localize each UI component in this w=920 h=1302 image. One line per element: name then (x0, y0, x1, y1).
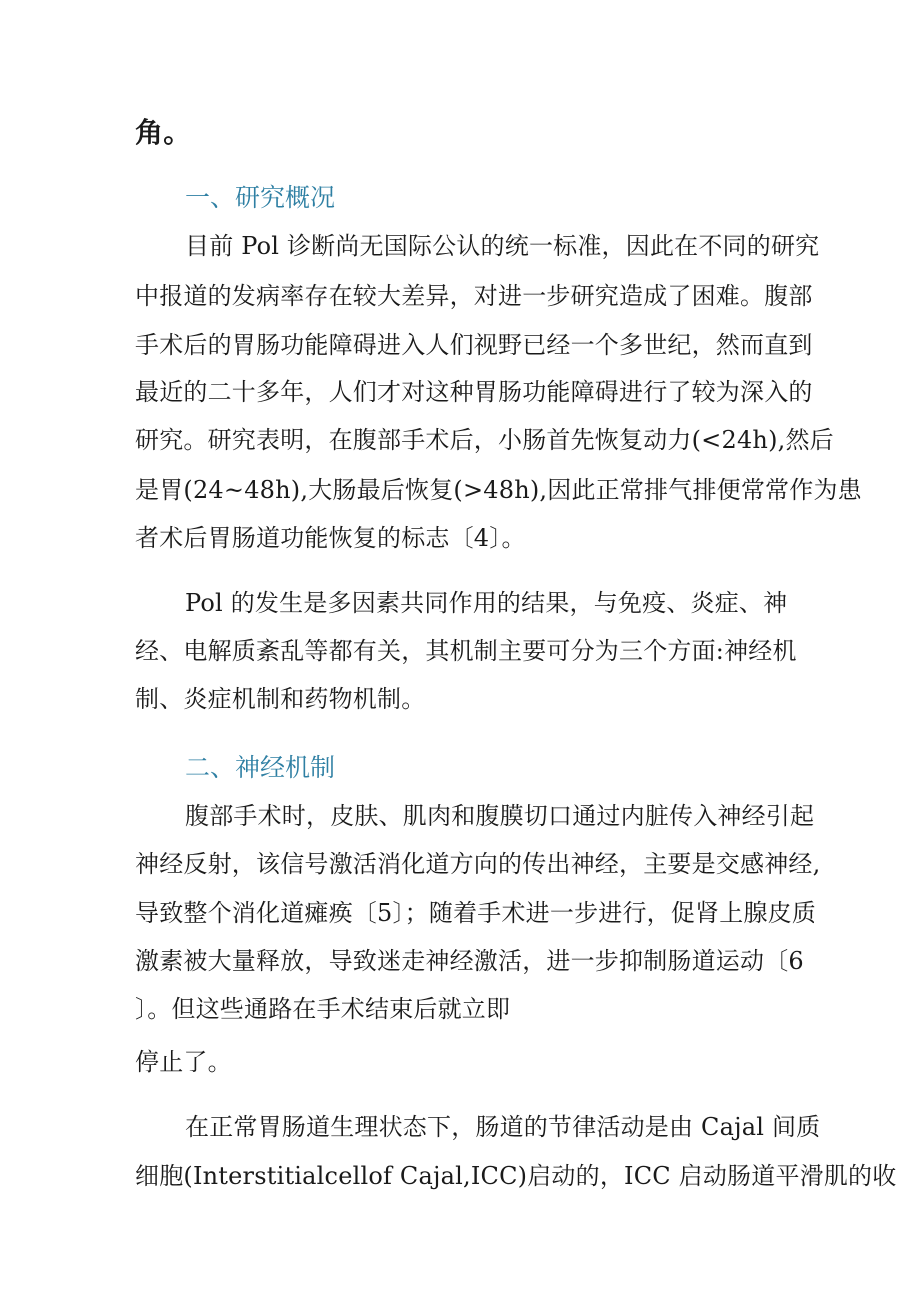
continuation-text: 角。 (135, 116, 192, 149)
paragraph-line: 腹部手术时，皮肤、肌肉和腹膜切口通过内脏传入神经引起 (185, 802, 815, 830)
section-heading-neural-mechanism: 二、神经机制 (185, 753, 336, 782)
paragraph-line: 激素被大量释放，导致迷走神经激活，进一步抑制肠道运动〔6 (135, 947, 804, 975)
paragraph-line: 经、电解质紊乱等都有关，其机制主要可分为三个方面:神经机 (135, 637, 797, 665)
paragraph-line: Pol 的发生是多因素共同作用的结果，与免疫、炎症、神 (185, 589, 788, 617)
paragraph-line: 手术后的胃肠功能障碍进入人们视野已经一个多世纪，然而直到 (135, 331, 813, 359)
paragraph-line: 者术后胃肠道功能恢复的标志〔4〕。 (135, 524, 526, 552)
paragraph-line: 是胃(24~48h),大肠最后恢复(>48h),因此正常排气排便常常作为患 (135, 476, 862, 504)
paragraph-line: 制、炎症机制和药物机制。 (135, 685, 426, 713)
paragraph-line: 中报道的发病率存在较大差异，对进一步研究造成了困难。腹部 (135, 282, 813, 310)
paragraph-line: 细胞(Interstitialcellof Cajal,ICC)启动的，ICC 启动肠道平滑肌的收 (135, 1162, 897, 1190)
paragraph-line: 研究。研究表明，在腹部手术后，小肠首先恢复动力(<24h),然后 (135, 426, 834, 454)
paragraph-line: 神经反射，该信号激活消化道方向的传出神经，主要是交感神经, (135, 850, 821, 878)
paragraph-line: 目前 Pol 诊断尚无国际公认的统一标准，因此在不同的研究 (185, 232, 820, 260)
paragraph-line: 〕。但这些通路在手术结束后就立即 (135, 995, 511, 1023)
paragraph-line: 导致整个消化道瘫痪〔5〕；随着手术进一步进行，促肾上腺皮质 (135, 899, 817, 927)
paragraph-line: 最近的二十多年，人们才对这种胃肠功能障碍进行了较为深入的 (135, 378, 813, 406)
section-heading-research-overview: 一、研究概况 (185, 183, 336, 212)
paragraph-line: 停止了。 (135, 1048, 232, 1076)
paragraph-line: 在正常胃肠道生理状态下，肠道的节律活动是由 Cajal 间质 (185, 1113, 821, 1141)
